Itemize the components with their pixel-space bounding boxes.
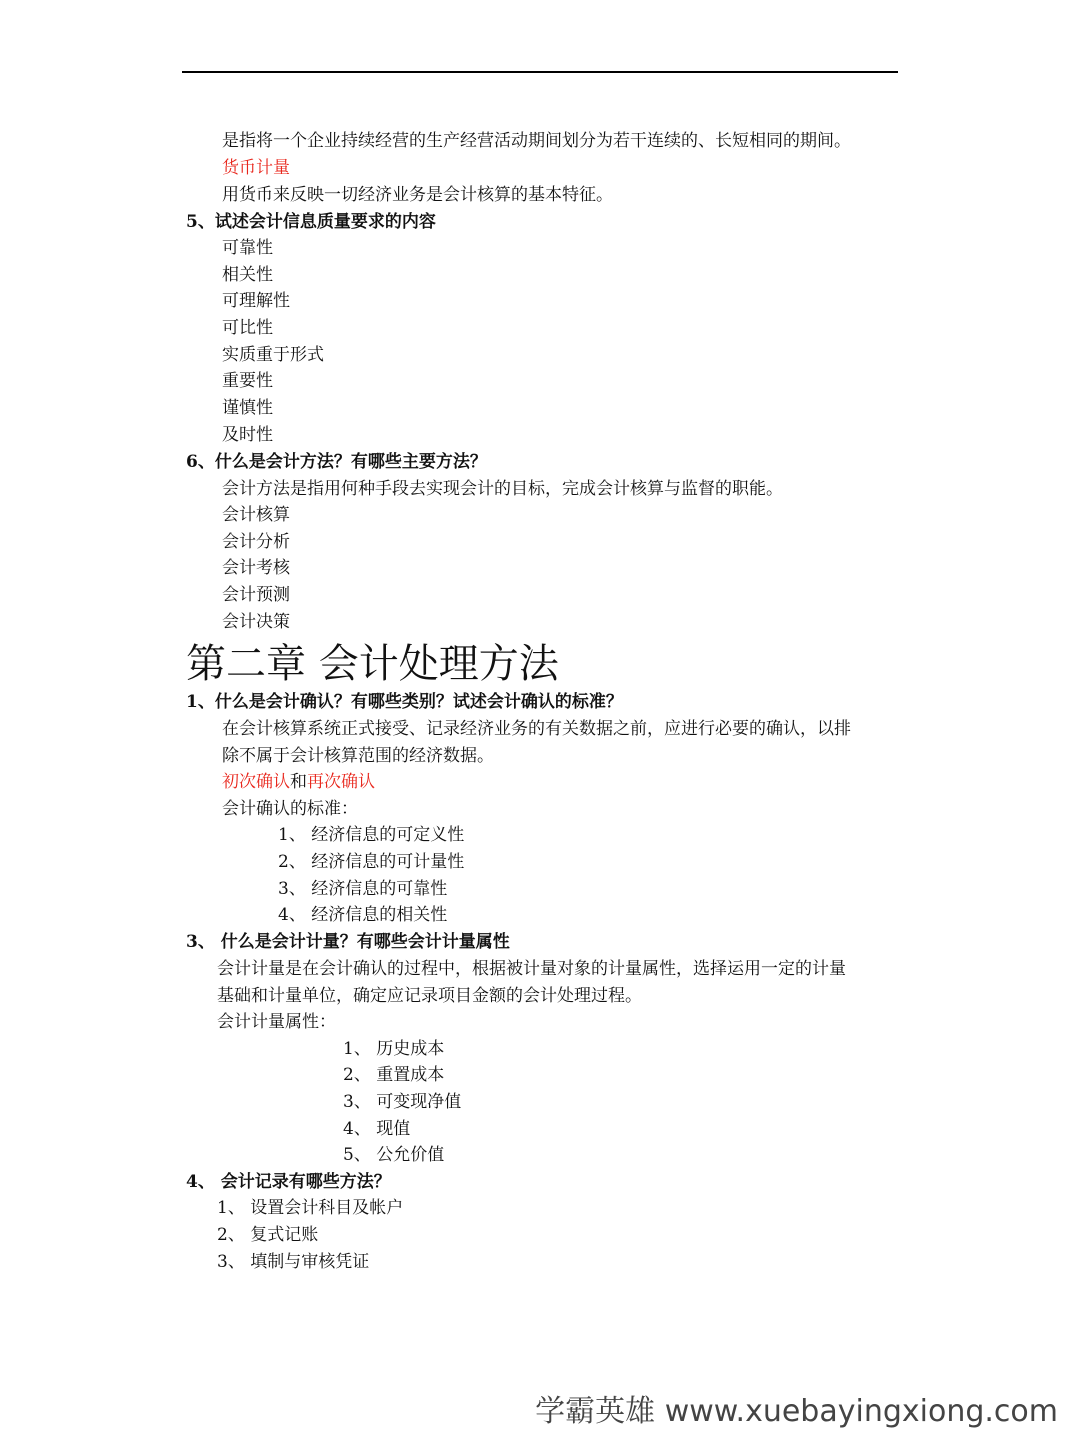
quality-item: 相关性 — [222, 265, 273, 285]
quality-item: 可理解性 — [222, 291, 290, 311]
measurement-definition-line: 会计计量是在会计确认的过程中，根据被计量对象的计量属性，选择运用一定的计量 — [217, 959, 846, 979]
attribute-item: 5、 公允价值 — [343, 1145, 445, 1165]
attribute-item: 1、 历史成本 — [343, 1039, 445, 1059]
chapter-title: 第二章 会计处理方法 — [186, 641, 559, 687]
quality-item: 及时性 — [222, 425, 273, 445]
chapter2-question-3-title: 3、 什么是会计计量？有哪些会计计量属性 — [186, 932, 510, 952]
attribute-item: 2、 重置成本 — [343, 1065, 445, 1085]
standard-item: 3、 经济信息的可靠性 — [278, 879, 448, 899]
quality-item: 谨慎性 — [222, 398, 273, 418]
re-recognition: 再次确认 — [307, 772, 375, 792]
conjunction-and: 和 — [290, 772, 307, 792]
quality-item: 可靠性 — [222, 238, 273, 258]
attribute-item: 4、 现值 — [343, 1119, 411, 1139]
initial-recognition: 初次确认 — [222, 772, 290, 792]
quality-item: 可比性 — [222, 318, 273, 338]
recognition-standards-label: 会计确认的标准： — [222, 799, 358, 819]
standard-item: 1、 经济信息的可定义性 — [278, 825, 465, 845]
chapter2-question-1-title: 1、什么是会计确认？有哪些类别？试述会计确认的标准？ — [186, 692, 623, 712]
measurement-attributes-label: 会计计量属性： — [217, 1012, 336, 1032]
attribute-item: 3、 可变现净值 — [343, 1092, 462, 1112]
question-5-title: 5、试述会计信息质量要求的内容 — [186, 212, 436, 232]
method-item: 会计考核 — [222, 558, 290, 578]
currency-definition: 用货币来反映一切经济业务是会计核算的基本特征。 — [222, 185, 613, 205]
currency-heading: 货币计量 — [222, 158, 290, 178]
quality-item: 重要性 — [222, 371, 273, 391]
chapter2-question-4-title: 4、 会计记录有哪些方法？ — [186, 1172, 391, 1192]
method-item: 会计核算 — [222, 505, 290, 525]
watermark: 学霸英雄 www.xuebayingxiong.com — [535, 1394, 1058, 1429]
record-method-item: 3、 填制与审核凭证 — [217, 1252, 370, 1272]
record-method-item: 1、 设置会计科目及帐户 — [217, 1198, 404, 1218]
accounting-method-definition: 会计方法是指用何种手段去实现会计的目标，完成会计核算与监督的职能。 — [222, 479, 783, 499]
method-item: 会计预测 — [222, 585, 290, 605]
recognition-types — [222, 771, 375, 793]
standard-item: 4、 经济信息的相关性 — [278, 905, 448, 925]
method-item: 会计分析 — [222, 532, 290, 552]
measurement-definition-line: 基础和计量单位，确定应记录项目金额的会计处理过程。 — [217, 986, 642, 1006]
record-method-item: 2、 复式记账 — [217, 1225, 319, 1245]
recognition-definition-line: 在会计核算系统正式接受、记录经济业务的有关数据之前，应进行必要的确认，以排 — [222, 719, 851, 739]
standard-item: 2、 经济信息的可计量性 — [278, 852, 465, 872]
period-definition: 是指将一个企业持续经营的生产经营活动期间划分为若干连续的、长短相同的期间。 — [222, 131, 851, 151]
recognition-definition-line: 除不属于会计核算范围的经济数据。 — [222, 746, 494, 766]
quality-item: 实质重于形式 — [222, 345, 324, 365]
header-rule — [182, 71, 898, 73]
method-item: 会计决策 — [222, 612, 290, 632]
question-6-title: 6、什么是会计方法？有哪些主要方法？ — [186, 452, 487, 472]
